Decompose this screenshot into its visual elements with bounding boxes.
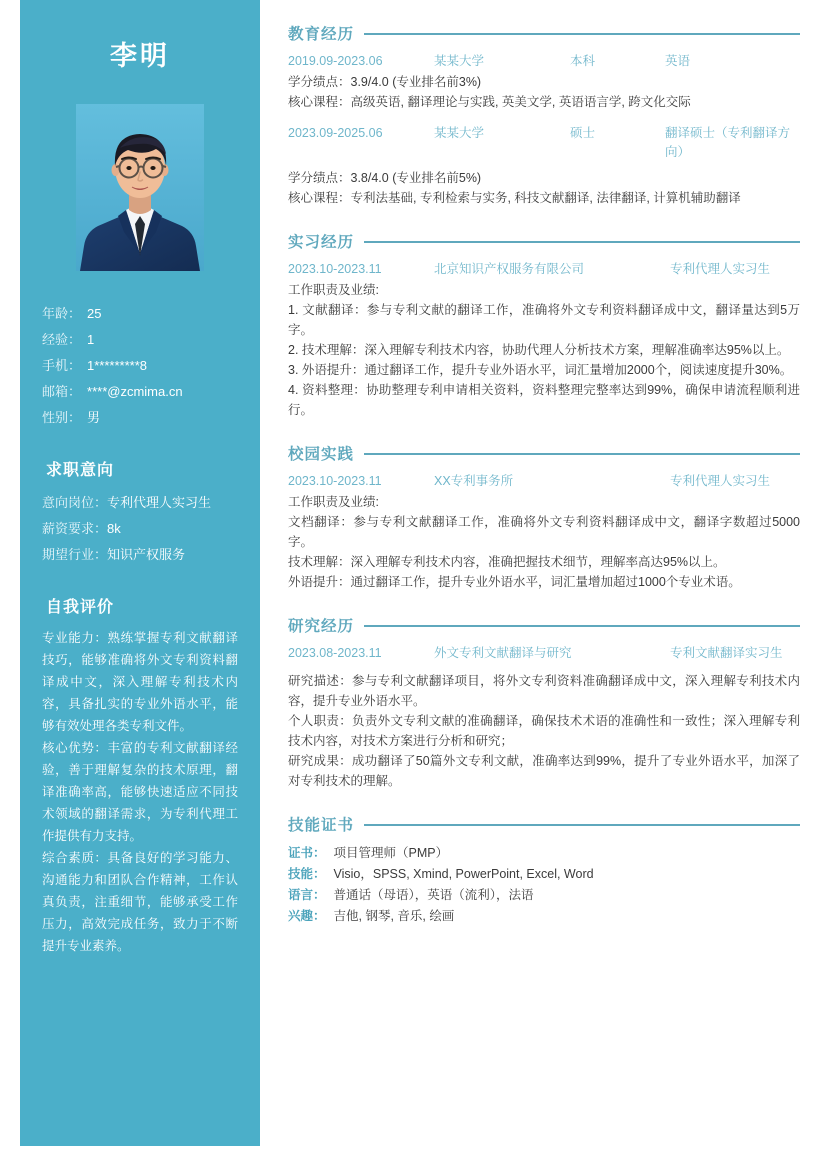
research-project: 外文专利文献翻译与研究 — [434, 646, 572, 660]
section-internship — [288, 230, 800, 420]
campus-org: XX专利事务所 — [434, 474, 514, 488]
info-row-email — [42, 379, 238, 405]
job-intent-industry — [42, 542, 238, 568]
info-label: 性别： — [42, 410, 82, 426]
section-header — [288, 614, 800, 636]
research-entry — [288, 644, 800, 791]
campus-date: 2023.10-2023.11 — [288, 474, 382, 488]
section-education — [288, 22, 800, 208]
education-degree: 硕士 — [570, 126, 596, 140]
campus-detail-line: 工作职责及业绩: — [288, 495, 379, 509]
internship-entry — [288, 260, 800, 420]
section-divider — [364, 625, 800, 627]
section-title-internship: 实习经历 — [288, 234, 355, 251]
skill-label: 语言： — [288, 888, 326, 902]
internship-detail-line: 4. 资料整理：协助整理专利申请相关资料，资料整理完整率达到99%，确保申请流程顺利进行。 — [288, 383, 800, 417]
main-column — [288, 0, 800, 933]
self-evaluation-paragraph: 核心优势：丰富的专利文献翻译经验，善于理解复杂的技术原理，翻译准确率高，能够快速适应不同技术领域的翻译需求，为专利代理工作提供有力支持。 — [42, 741, 238, 844]
section-title-education: 教育经历 — [288, 26, 355, 43]
avatar — [76, 104, 204, 271]
internship-detail-line: 工作职责及业绩: — [288, 283, 379, 297]
education-date: 2023.09-2025.06 — [288, 126, 383, 140]
job-intent-label: 薪资要求： — [42, 521, 108, 537]
skill-label: 技能： — [288, 867, 326, 881]
info-label: 手机： — [42, 358, 82, 374]
education-detail-line: 核心课程：高级英语, 翻译理论与实践, 英美文学, 英语语言学, 跨文化交际 — [288, 95, 691, 109]
education-entry-head — [288, 52, 800, 71]
research-detail-line: 研究成果：成功翻译了50篇外文专利文献，准确率达到99%，提升了专业外语水平，加深了对专利技术的理解。 — [288, 754, 800, 788]
skill-value: Visio，SPSS, Xmind, PowerPoint, Excel, Word — [333, 867, 594, 881]
candidate-name: 李明 — [110, 41, 170, 71]
section-skills-certificates — [288, 813, 800, 927]
research-entry-head — [288, 644, 800, 663]
sidebar — [20, 0, 260, 1146]
campus-entry-head — [288, 472, 800, 491]
research-date: 2023.08-2023.11 — [288, 646, 382, 660]
skill-value: 吉他, 钢琴, 音乐, 绘画 — [333, 909, 455, 923]
research-role: 专利文献翻译实习生 — [670, 646, 783, 660]
education-detail-line: 学分绩点：3.8/4.0 (专业排名前5%) — [288, 171, 482, 185]
section-divider — [364, 824, 800, 826]
campus-detail-line: 文档翻译：参与专利文献翻译工作，准确将外文专利资料翻译成中文，翻译字数超过5000字。 — [288, 515, 800, 549]
education-entry — [288, 124, 800, 208]
education-school: 某某大学 — [434, 54, 485, 68]
section-header — [288, 22, 800, 44]
education-date: 2019.09-2023.06 — [288, 54, 383, 68]
info-label: 邮箱： — [42, 384, 82, 400]
internship-role: 专利代理人实习生 — [670, 262, 771, 276]
sidebar-heading-self-evaluation: 自我评价 — [46, 599, 115, 617]
info-label: 年龄： — [42, 306, 82, 322]
info-row-phone — [42, 353, 238, 379]
education-detail-line: 学分绩点：3.9/4.0 (专业排名前3%) — [288, 75, 482, 89]
skill-label: 证书： — [288, 846, 326, 860]
section-campus-practice — [288, 442, 800, 592]
research-detail-line: 研究描述：参与专利文献翻译项目，将外文专利资料准确翻译成中文，深入理解专利技术内容，提升专业外语水平。 — [288, 674, 800, 708]
section-divider — [364, 241, 800, 243]
sidebar-heading-job-intent: 求职意向 — [46, 462, 115, 480]
section-divider — [364, 453, 800, 455]
internship-detail-line: 1. 文献翻译：参与专利文献的翻译工作，准确将外文专利资料翻译成中文，翻译量达到5万字。 — [288, 303, 800, 337]
education-entry-head — [288, 124, 800, 162]
info-row-experience — [42, 327, 238, 353]
personal-info-list — [42, 301, 238, 431]
info-row-age — [42, 301, 238, 327]
self-evaluation-paragraph: 综合素质：具备良好的学习能力、沟通能力和团队合作精神，工作认真负责，注重细节，能够承受工作压力，高效完成任务，致力于不断提升专业素养。 — [42, 851, 238, 954]
job-intent-value: 知识产权服务 — [107, 547, 186, 563]
internship-date: 2023.10-2023.11 — [288, 262, 382, 276]
research-detail-line: 个人职责：负责外文专利文献的准确翻译，确保技术术语的准确性和一致性；深入理解专利技术内容，对技术方案进行分析和研究； — [288, 714, 800, 748]
info-row-gender — [42, 405, 238, 431]
skill-value: 项目管理师（PMP） — [333, 846, 449, 860]
skill-row-skills — [288, 864, 800, 885]
section-header — [288, 442, 800, 464]
section-title-research: 研究经历 — [288, 618, 355, 635]
education-major: 翻译硕士（专利翻译方向） — [665, 126, 791, 159]
education-detail-line: 核心课程：专利法基础, 专利检索与实务, 科技文献翻译, 法律翻译, 计算机辅助翻译 — [288, 191, 741, 205]
campus-detail-line: 外语提升：通过翻译工作，提升专业外语水平，词汇量增加超过1000个专业术语。 — [288, 575, 741, 589]
education-details — [288, 72, 800, 112]
education-entry — [288, 52, 800, 112]
profile-photo-icon — [76, 104, 204, 271]
section-title-skills: 技能证书 — [288, 817, 355, 834]
education-degree: 本科 — [570, 54, 596, 68]
section-research — [288, 614, 800, 791]
section-header — [288, 813, 800, 835]
info-value: 1*********8 — [87, 358, 148, 374]
skill-value: 普通话（母语），英语（流利），法语 — [333, 888, 534, 902]
internship-entry-head — [288, 260, 800, 279]
job-intent-label: 期望行业： — [42, 547, 108, 563]
section-header — [288, 230, 800, 252]
info-label: 经验： — [42, 332, 82, 348]
campus-entry — [288, 472, 800, 592]
campus-details — [288, 492, 800, 592]
section-divider — [364, 33, 800, 35]
info-value: ****@zcmima.cn — [87, 384, 183, 400]
education-major: 英语 — [665, 54, 691, 68]
info-value: 1 — [87, 332, 95, 348]
campus-detail-line: 技术理解：深入理解专利技术内容，准确把握技术细节，理解率高达95%以上。 — [288, 555, 726, 569]
job-intent-list — [42, 490, 238, 568]
skill-row-certificate — [288, 843, 800, 864]
info-value: 男 — [87, 410, 101, 426]
skills-list — [288, 843, 800, 927]
education-details — [288, 168, 800, 208]
internship-detail-line: 2. 技术理解：深入理解专利技术内容，协助代理人分析技术方案，理解准确率达95%以上。 — [288, 343, 790, 357]
skill-label: 兴趣： — [288, 909, 326, 923]
internship-detail-line: 3. 外语提升：通过翻译工作，提升专业外语水平，词汇量增加2000个，阅读速度提升30%。 — [288, 363, 793, 377]
job-intent-value: 专利代理人实习生 — [107, 495, 212, 511]
education-school: 某某大学 — [434, 126, 485, 140]
info-value: 25 — [87, 306, 102, 322]
self-evaluation-text — [42, 627, 238, 957]
internship-company: 北京知识产权服务有限公司 — [434, 262, 585, 276]
job-intent-label: 意向岗位： — [42, 495, 108, 511]
job-intent-salary — [42, 516, 238, 542]
internship-details — [288, 280, 800, 420]
research-details — [288, 671, 800, 791]
section-title-campus-practice: 校园实践 — [288, 446, 355, 463]
job-intent-position — [42, 490, 238, 516]
self-evaluation-paragraph: 专业能力：熟练掌握专利文献翻译技巧，能够准确将外文专利资料翻译成中文，深入理解专利技术内容，具备扎实的专业外语水平，能够有效处理各类专利文件。 — [42, 631, 238, 734]
skill-row-interests — [288, 906, 800, 927]
campus-role: 专利代理人实习生 — [670, 474, 771, 488]
job-intent-value: 8k — [107, 521, 121, 537]
skill-row-languages — [288, 885, 800, 906]
